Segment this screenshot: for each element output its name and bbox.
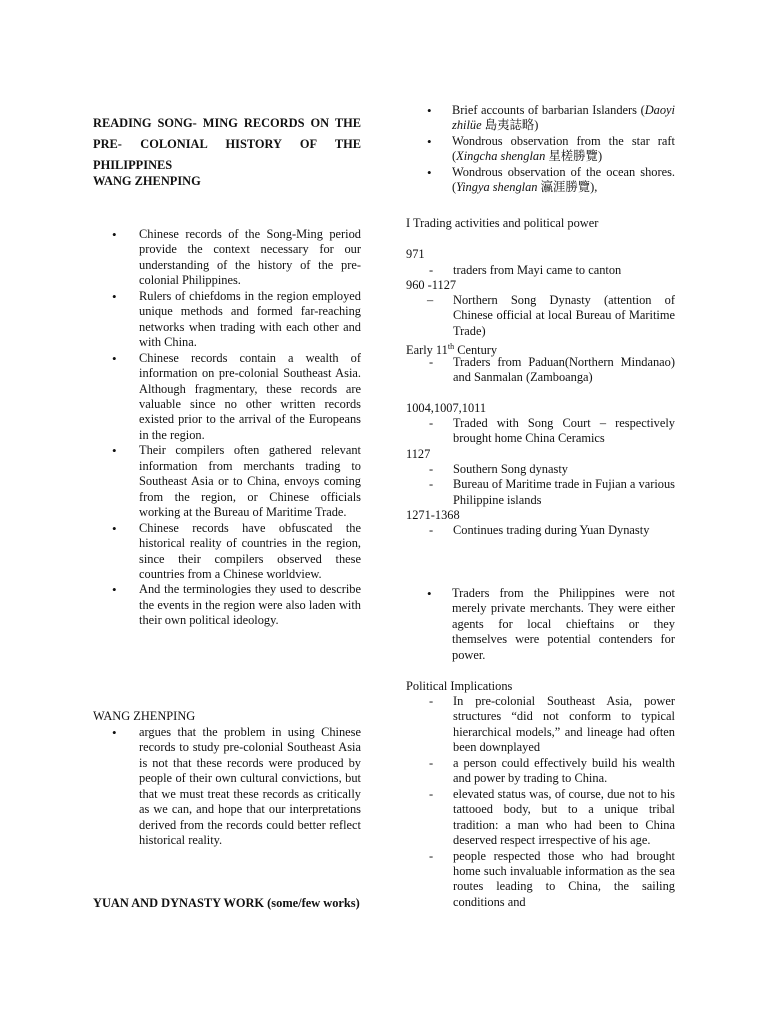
author-name: WANG ZHENPING xyxy=(93,174,201,188)
list-item: - Continues trading during Yuan Dynasty xyxy=(406,523,675,538)
section-heading: YUAN AND DYNASTY WORK (some/few works) xyxy=(93,896,360,910)
list-item: - Traders from Paduan(Northern Mindanao) and Sanmalan (Zamboanga) xyxy=(406,355,675,386)
timeline-list xyxy=(406,355,675,386)
timeline-year: 1271-1368 xyxy=(406,508,460,522)
timeline-list xyxy=(406,462,675,508)
author-heading: WANG ZHENPING xyxy=(93,709,196,723)
list-item: - Traded with Song Court – respectively brought home China Ceramics xyxy=(406,416,675,447)
timeline-list xyxy=(406,263,675,278)
timeline-year: Early 11th Century xyxy=(406,342,498,358)
traders-bullet-list xyxy=(406,586,675,663)
timeline-year: 960 -1127 xyxy=(406,278,457,292)
list-item: • And the terminologies they used to describe the events in the region were also laden with their own political ideology. xyxy=(93,582,361,628)
timeline-year: 1004,1007,1011 xyxy=(406,401,487,415)
records-bullet-list xyxy=(406,103,675,196)
author-bullet-list xyxy=(93,725,361,849)
list-item: • Brief accounts of barbarian Islanders (Daoyi zhilüe 島夷誌略) xyxy=(406,103,675,134)
timeline-year: 971 xyxy=(406,247,425,261)
list-item: • Chinese records of the Song-Ming period provide the context necessary for our understanding of the history of the pre-colonial Philippines. xyxy=(93,227,361,289)
list-item: • Their compilers often gathered relevant information from merchants trading to Southeast Asia or to China, envoys coming from the region, or Chinese officials working at the Bureau of Maritime Trade. xyxy=(93,443,361,520)
political-list xyxy=(406,694,675,910)
list-item: • Wondrous observation from the star raft (Xingcha shenglan 星槎勝覽) xyxy=(406,134,675,165)
intro-bullet-list xyxy=(93,227,361,629)
list-item: - people respected those who had brought home such invaluable information as the sea routes leading to China, the sailing conditions and xyxy=(406,849,675,911)
timeline-list xyxy=(406,523,675,538)
document-title: READING SONG- MING RECORDS ON THE PRE- COLONIAL HISTORY OF THE PHILIPPINES xyxy=(93,116,361,172)
timeline-list xyxy=(406,293,675,339)
list-item: - traders from Mayi came to canton xyxy=(406,263,675,278)
list-item: - In pre-colonial Southeast Asia, power structures “did not conform to typical hierarchical models,” and lineage had often been downplayed xyxy=(406,694,675,756)
trading-heading: I Trading activities and political power xyxy=(406,216,599,230)
list-item: - a person could effectively build his wealth and power by trading to China. xyxy=(406,756,675,787)
list-item: • Chinese records contain a wealth of information on pre-colonial Southeast Asia. Although fragmentary, these records are valuable since no other written records existed prior to the arrival of the Europeans in the region. xyxy=(93,351,361,444)
list-item: – Northern Song Dynasty (attention of Chinese official at local Bureau of Maritime Trade) xyxy=(406,293,675,339)
list-item: • argues that the problem in using Chinese records to study pre-colonial Southeast Asia is not that these records were produced by people of their own cultural convictions, but that we must treat these records as critically as we can, and hope that our interpretations derived from the records could better reflect historical reality. xyxy=(93,725,361,849)
list-item: • Rulers of chiefdoms in the region employed unique methods and formed far-reaching networks when trading with each other and with China. xyxy=(93,289,361,351)
list-item: - Southern Song dynasty xyxy=(406,462,675,477)
list-item: • Wondrous observation of the ocean shores. (Yingya shenglan 瀛涯勝覽), xyxy=(406,165,675,196)
list-item: • Traders from the Philippines were not merely private merchants. They were either agents for local chieftains or they themselves were potential contenders for power. xyxy=(406,586,675,663)
timeline-year: 1127 xyxy=(406,447,431,461)
timeline-list xyxy=(406,416,675,447)
list-item: - elevated status was, of course, due not to his tattooed body, but to a unique tribal tradition: a man who had been to China deserved respect irrespective of his age. xyxy=(406,787,675,849)
list-item: • Chinese records have obfuscated the historical reality of countries in the region, since their compilers observed these countries from a Chinese worldview. xyxy=(93,521,361,583)
list-item: - Bureau of Maritime trade in Fujian a various Philippine islands xyxy=(406,477,675,508)
political-heading: Political Implications xyxy=(406,679,513,693)
